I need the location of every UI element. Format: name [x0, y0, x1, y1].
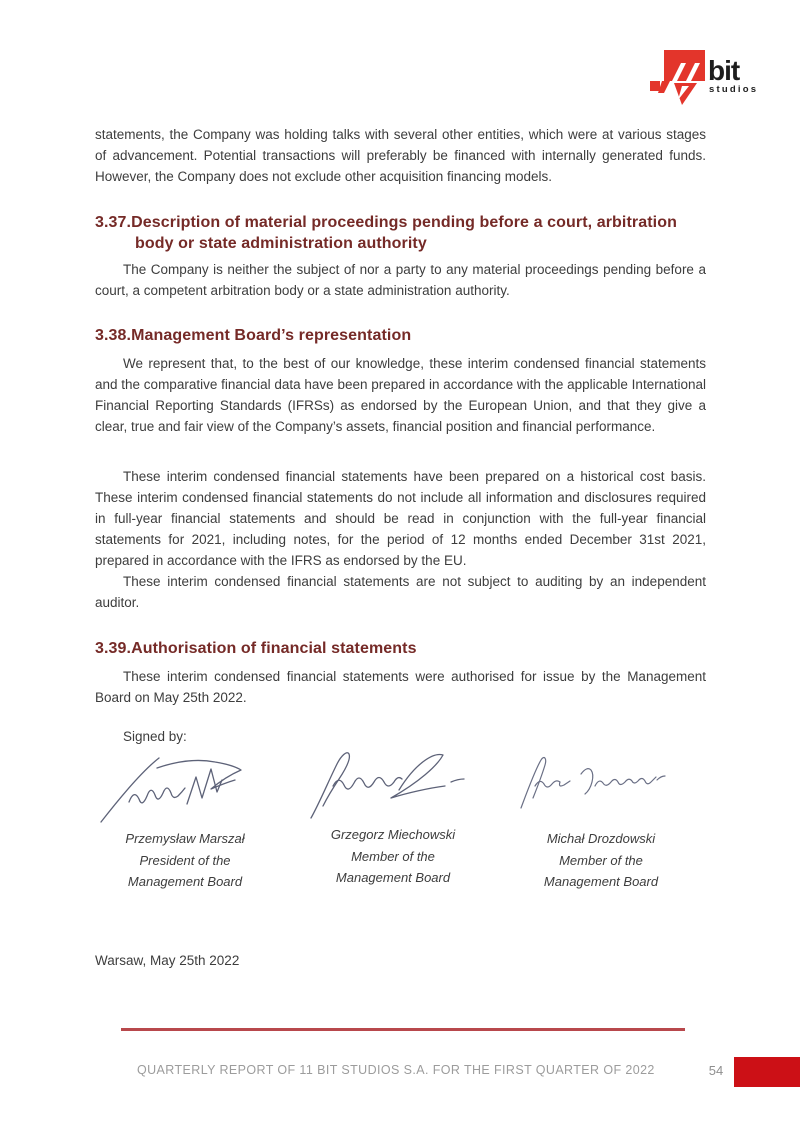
paragraph-3-39-1: These interim condensed financial statements were authorised for issue by the Management Board on May 25th 2022.	[95, 669, 706, 705]
footer-divider-line	[121, 1028, 685, 1031]
footer-page-number: 54	[708, 1063, 724, 1078]
paragraph-3-38-3: These interim condensed financial statements are not subject to auditing by an independent auditor.	[95, 574, 706, 610]
signatory-name: Grzegorz Miechowski	[330, 827, 456, 842]
paragraph-3-37-1: The Company is neither the subject of nor a party to any material proceedings pending before a court, a competent arbitration body or a state administration authority.	[95, 262, 706, 298]
signatory-2	[303, 824, 483, 893]
section-heading-3-38	[95, 325, 680, 346]
signatories-row	[95, 828, 706, 893]
section-title: Description of material proceedings pending before a court, arbitration body or state administration authority	[131, 214, 677, 252]
signature-3-icon	[511, 746, 691, 830]
section-title: Management Board’s representation	[131, 327, 412, 344]
signatory-role-line1: Member of the	[559, 852, 643, 868]
signatures-row	[95, 746, 706, 830]
section-number: 3.38.	[95, 327, 132, 344]
section-heading-3-39	[95, 638, 680, 659]
signatory-name: Michał Drozdowski	[546, 831, 656, 846]
logo-11-mark	[650, 50, 705, 105]
company-logo	[648, 50, 760, 108]
signatory-role-line1: Member of the	[351, 848, 435, 864]
signature-przemyslaw-marszal	[95, 746, 275, 830]
section-heading-3-37	[95, 212, 680, 254]
signatory-role-line1: President of the	[139, 852, 231, 868]
signatory-role-line2: Management Board	[127, 874, 243, 889]
section-number: 3.39.	[95, 640, 132, 657]
signatory-name: Przemysław Marszał	[125, 831, 245, 846]
signature-1-icon	[95, 746, 275, 830]
paragraph-3-38-2: These interim condensed financial statements have been prepared on a historical cost basis. These interim condensed financial statements do not include all information and disclosures required in full-year financial statements and should be read in conjunction with the full-year financial statements for 2021, including notes, for the period of 12 months ended December 31st 2021, prepared in accordance with the IFRS as endorsed by the EU.	[95, 469, 706, 568]
signatory-3	[511, 828, 691, 893]
footer-accent-block	[734, 1057, 800, 1087]
section-title: Authorisation of financial statements	[131, 640, 417, 657]
signature-michal-drozdowski	[511, 746, 691, 830]
signatory-1	[95, 828, 275, 893]
logo-word-bit: bit	[708, 55, 740, 86]
section-number: 3.37.	[95, 214, 132, 231]
signed-by-label: Signed by:	[123, 729, 187, 744]
place-and-date: Warsaw, May 25th 2022	[95, 953, 240, 968]
footer-report-title: QUARTERLY REPORT OF 11 BIT STUDIOS S.A. FOR THE FIRST QUARTER OF 2022	[137, 1063, 655, 1077]
paragraph-acquisition-financing: statements, the Company was holding talks with several other entities, which were at various stages of advancement. Potential transactions will preferably be financed with internally generated funds. However, the Company does not exclude other acquisition financing models.	[95, 127, 706, 184]
logo-word-studios: studios	[709, 84, 759, 95]
paragraph-3-38-1: We represent that, to the best of our knowledge, these interim condensed financial statements and the comparative financial data have been prepared in accordance with the applicable International Financial Reporting Standards (IFRSs) as endorsed by the European Union, and that they give a clear, true and fair view of the Company’s assets, financial position and financial performance.	[95, 356, 706, 434]
signature-2-icon	[303, 746, 483, 830]
signature-grzegorz-miechowski	[303, 746, 483, 830]
logo-graphic	[648, 50, 760, 108]
signatory-role-line2: Management Board	[335, 870, 451, 885]
signatory-role-line2: Management Board	[543, 874, 659, 889]
